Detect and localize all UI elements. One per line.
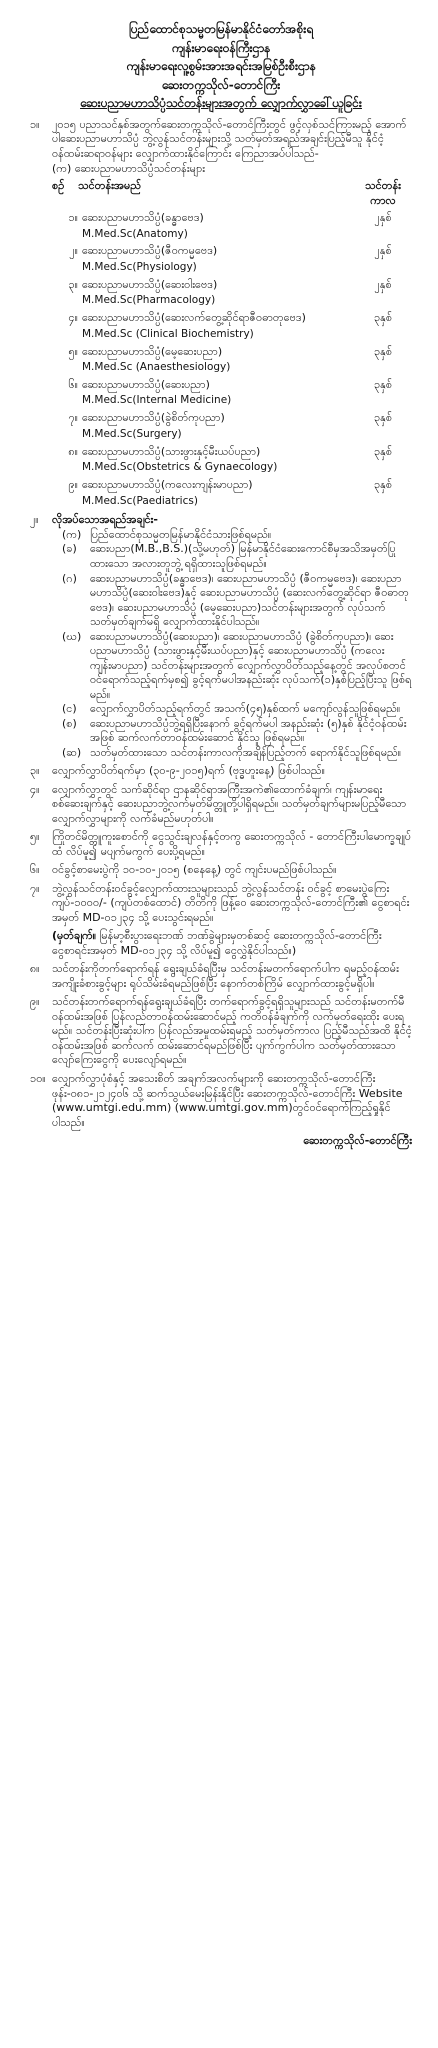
note-label: (မှတ်ချက်။ [52, 929, 97, 943]
course-name-en: M.Med.Sc(Surgery) [82, 427, 182, 440]
intro-paragraph [30, 118, 412, 162]
qualification-item [52, 702, 412, 717]
course-name-en: M.Med.Sc(Internal Medicine) [82, 394, 232, 407]
course-number: ၆။ [68, 377, 78, 391]
qualification-letter: (ဃ) [62, 629, 82, 643]
course-name-mm: ဆေးပညာမဟာသိပ္ပံ(သားဖွားနှင့်မီးယပ်ပညာ) [82, 444, 261, 458]
paragraph-number: ၉။ [30, 995, 40, 1009]
paragraph-number [30, 929, 52, 958]
paragraph-body: လျှောက်လွှာပိတ်ရက်မှာ (၃၀-၉-၂၀၁၅)ရက် (ဗုဒ္ဓဟူးနေ့) ဖြစ်ပါသည်။ [52, 764, 325, 778]
qualification-text: လျှောက်လွှာပိတ်သည့်ရက်တွင် အသက်(၄၅)နှစ်ထက် မကျော်လွန်သူဖြစ်ရမည်။ [90, 702, 401, 716]
document-header [30, 20, 412, 113]
paragraph-text [52, 764, 412, 779]
signature: ဆေးတက္ကသိုလ်-တောင်ကြီး [303, 1134, 412, 1148]
course-name-en: M.Med.Sc(Anatomy) [82, 227, 188, 240]
header-line-university: ဆေးတက္ကသိုလ်-တောင်ကြီး [161, 77, 281, 92]
course-name-en: M.Med.Sc(Obstetrics & Gynaecology) [82, 461, 278, 474]
paragraph-number: ၁။ [30, 117, 40, 131]
paragraph-body: လျှောက်လွှာတွင် သက်ဆိုင်ရာ ဌာနဆိုင်ရာအကြီးအကဲ၏ထောက်ခံချက်၊ ကျန်းမာရေးစစ်ဆေးချက်နှင့် ဆေးပညာဘွဲ့လက်မှတ်မိတ္တူတို့ပါရှိရမည်။ သတ်မှတ်ချက်များမပြည့်မီသော လျှောက်လွှာများကို လက်ခံမည်မဟုတ်ပါ။ [52, 782, 407, 825]
course-header-name: သင်တန်းအမည် [78, 179, 141, 193]
qualification-text: ဆေးပညာ(M.B.,B.S.)(သို့မဟုတ်) မြန်မာနိုင်ငံဆေးကောင်စီမှအသိအမှတ်ပြုထားသော အလားတူဘွဲ့ ရရှိထားသူဖြစ်ရမည်။ [90, 542, 396, 570]
paragraph-body: ဝင်ခွင့်စာမေးပွဲကို ၁၀-၁၀-၂၀၁၅ (စနေနေ့) တွင် ကျင်းပမည်ဖြစ်ပါသည်။ [52, 863, 337, 877]
course-section [30, 162, 412, 509]
qualification-item [52, 528, 412, 543]
notice-document [30, 20, 412, 1149]
course-duration: ၃နှစ် [373, 411, 393, 425]
paragraph-body: သင်တန်းတက်ရောက်ရန်ရွေးချယ်ခံရပြီး တက်ရောက်ခွင့်ရရှိသူများသည် သင်တန်းမတက်မီ ဝန်ထမ်းအဖြစ် ပြန်လည်တာဝန်ထမ်းဆောင်မည့် ကတိဝန်ခံချက်ကို လက်မှတ်ရေးထိုး ပေးရမည်။ သင်တန်းပြီးဆုံးပါက ပြန်လည်အမှုထမ်းရမည့် သတ်မှတ်ကာလ ပြည့်မီသည်အထိ နိုင်ငံ့ဝန်ထမ်းအဖြစ် ဆက်လက် ထမ်းဆောင်ရမည်ဖြစ်ပြီး ပျက်ကွက်ပါက သတ်မှတ်ထားသော လျော်ကြေးငွေကို ပေးလျော်ရမည်။ [52, 995, 412, 1067]
numbered-paragraph [30, 863, 412, 878]
paragraph-number: ၁၀။ [30, 1072, 46, 1085]
course-row [52, 244, 412, 274]
qualification-letter: (ဂ) [62, 571, 77, 585]
course-duration: ၃နှစ် [373, 344, 393, 358]
paragraph-text [52, 995, 412, 1068]
course-number: ၇။ [68, 411, 78, 425]
course-name-mm: ဆေးပညာမဟာသိပ္ပံ(ဇီဝကမ္မဗေဒ) [82, 244, 218, 258]
qualifications-title: လိုအပ်သောအရည်အချင်း- [52, 513, 158, 527]
paragraph-body: သင်တန်းကိုတက်ရောက်ရန် ရွေးချယ်ခံရပြီးမှ သင်တန်းမတက်ရောက်ပါက ရမည့်ဝန်ထမ်း အကျိုးခံစားခွင့်များ ရုပ်သိမ်းခံရမည်ဖြစ်ပြီး နောက်တစ်ကြိမ် လျှောက်ထားခွင့်မရှိပါ။ [52, 962, 399, 990]
course-number: ၄။ [68, 311, 78, 325]
course-list [52, 211, 412, 508]
qualification-item [52, 572, 412, 630]
qualifications-section [30, 513, 412, 760]
qualification-text: ပြည်ထောင်စုသမ္မတမြန်မာနိုင်ငံသားဖြစ်ရမည်။ [90, 527, 272, 541]
course-name-mm: ဆေးပညာမဟာသိပ္ပံ(ခန္ဓာဗေဒ) [82, 211, 204, 225]
qualification-item [52, 746, 412, 761]
paragraph-text [52, 882, 412, 926]
paragraph-text [52, 830, 412, 859]
qualifications-list [52, 528, 412, 760]
course-number: ၈။ [68, 444, 78, 458]
course-duration: ၃နှစ် [373, 311, 393, 325]
paragraph-body: လျှောက်လွှာပုံစံနှင့် အသေးစိတ် အချက်အလက်များကို ဆေးတက္ကသိုလ်-တောင်ကြီး ဖုန်း-၀၈၁-၂၁၂၄၀၆ သို့ ဆက်သွယ်မေးမြန်းနိုင်ပြီး ဆေးတက္ကသိုလ်-တောင်ကြီး Website (www.umtgi.edu.mm) (www.umtgi.gov.mm)တွင်ဝင်ရောက်ကြည့်ရှုနိုင်ပါသည်။ [52, 1072, 403, 1129]
header-line-department: ကျန်းမာရေးလူ့စွမ်းအားအရင်းအမြစ်ဦးစီးဌာန [126, 59, 316, 74]
course-number: ၃။ [68, 277, 78, 291]
paragraph-text [52, 929, 412, 958]
course-number: ၁။ [68, 211, 78, 225]
qualification-letter: (ဆ) [62, 745, 82, 759]
notice-title: ဆေးပညာမဟာသိပ္ပံသင်တန်းများအတွက် လျှောက်လွှာခေါ်ယူခြင်း [80, 96, 362, 111]
qualification-text: ဆေးပညာမဟာသိပ္ပံ(ခန္ဓာဗေဒ)၊ ဆေးပညာမဟာသိပ္ပံ (ဇီဝကမ္မဗေဒ)၊ ဆေးပညာမဟာသိပ္ပံ(ဆေးဝါးဗေဒ)နှင့် ဆေးပညာမဟာသိပ္ပံ (ဆေးလက်တွေ့ဆိုင်ရာ ဇီဝဓာတုဗေဒ)၊ ဆေးပညာမဟာသိပ္ပံ (မေ့ဆေးပညာ)သင်တန်းများအတွက် လုပ်သက်သတ်မှတ်ချက်မရှိ လျှောက်ထားနိုင်ပါသည်။ [90, 571, 409, 629]
course-row [52, 378, 412, 408]
numbered-paragraph [30, 764, 412, 779]
course-row [52, 345, 412, 375]
paragraph-text [52, 863, 412, 878]
course-row [52, 478, 412, 508]
course-row [52, 311, 412, 341]
paragraph-list [30, 764, 412, 1130]
qualification-text: ဆေးပညာမဟာသိပ္ပံဘွဲ့ရရှိပြီးနောက် ခွင့်ရက်မပါ အနည်းဆုံး (၅)နှစ် နိုင်ငံ့ဝန်ထမ်းအဖြစ် ဆက်လက်တာဝန်ထမ်းဆောင် နိုင်သူ ဖြစ်ရမည်။ [90, 716, 407, 745]
course-name-mm: ဆေးပညာမဟာသိပ္ပံ(ခွဲစိတ်ကုပညာ) [82, 411, 225, 425]
paragraph-text [52, 783, 412, 827]
course-duration: ၂နှစ် [374, 244, 392, 258]
qualification-item [52, 630, 412, 703]
course-name-en: M.Med.Sc(Physiology) [82, 260, 197, 273]
paragraph-body: ဘွဲ့လွန်သင်တန်းဝင်ခွင့်လျှောက်ထားသူများသည် ဘွဲ့လွန်သင်တန်း ဝင်ခွင့် စာမေးပွဲကြေး ကျပ်-၁၀၀၀/- (ကျပ်တစ်ထောင်) တိတိကို ဖြန့်ဝေ ဆေးတက္ကသိုလ်-တောင်ကြီး၏ ငွေစာရင်းအမှတ် MD-၀၁၂၃၄ သို့ ပေးသွင်းရမည်။ [52, 881, 410, 924]
paragraph-number: ၃။ [30, 764, 40, 778]
numbered-paragraph [30, 1072, 412, 1130]
course-row [52, 411, 412, 441]
numbered-paragraph [30, 882, 412, 926]
paragraph-body: မြန်မာ့စီးပွားရေးဘဏ် ဘဏ်ခွဲများမှတစ်ဆင့် ဆေးတက္ကသိုလ်-တောင်ကြီး ငွေစာရင်းအမှတ် MD-၀၁၂၃၄ သို့ လိပ်မူ၍ ငွေလွှဲနိုင်ပါသည်။) [52, 929, 382, 957]
course-number: ၉။ [68, 478, 78, 492]
course-name-mm: ဆေးပညာမဟာသိပ္ပံ(မေ့ဆေးပညာ) [82, 344, 223, 358]
course-name-mm: ဆေးပညာမဟာသိပ္ပံ(ဆေးဝါးဗေဒ) [82, 277, 218, 291]
course-number: ၅။ [68, 344, 78, 358]
course-name-en: M.Med.Sc (Anaesthesiology) [82, 361, 231, 374]
qualification-letter: (င) [62, 702, 77, 716]
course-row [52, 278, 412, 308]
course-duration: ၃နှစ် [373, 478, 393, 492]
numbered-paragraph [30, 995, 412, 1068]
header-line-government: ပြည်ထောင်စုသမ္မတမြန်မာနိုင်ငံတော်အစိုးရ [128, 22, 314, 36]
course-name-en: M.Med.Sc(Paediatrics) [82, 494, 198, 507]
paragraph-text: ၂၀၁၅ ပညာသင်နှစ်အတွက်ဆေးတက္ကသိုလ်-တောင်ကြီးတွင် ဖွင့်လှစ်သင်ကြားမည့် အောက်ပါဆေးပညာမဟာသိပ္ပံ ဘွဲ့လွန်သင်တန်းများသို့ သတ်မှတ်အရည်အချင်းပြည့်မီသူ နိုင်ငံ့ဝန်ထမ်းဆရာဝန်များ လျှောက်ထားနိုင်ကြောင်း ကြေညာအပ်ပါသည်- [52, 117, 407, 160]
note-paragraph [30, 929, 412, 958]
paragraph-number: ၂။ [30, 513, 39, 527]
course-duration: ၂နှစ် [374, 211, 392, 225]
qualification-letter: (စ) [62, 716, 77, 730]
course-name-en: M.Med.Sc (Clinical Biochemistry) [82, 327, 254, 340]
qualification-item [52, 542, 412, 571]
paragraph-body: ကြိုတင်မိတ္တူကူးစောင်ကို ငွေသွင်းချလန်နှင့်တကွ ဆေးတက္ကသိုလ် - တောင်ကြီးပါမောက္ခချုပ်ထံ လိပ်မူ၍ မပျက်မကွက် ပေးပို့ရမည်။ [52, 830, 412, 858]
course-duration: ၃နှစ် [373, 444, 393, 458]
paragraph-number: ၇။ [30, 881, 40, 895]
course-name-mm: ဆေးပညာမဟာသိပ္ပံ(ဆေးလက်တွေ့ဆိုင်ရာဇီဝဓာတုဗေဒ) [82, 311, 306, 325]
course-duration: ၂နှစ် [374, 277, 392, 291]
header-line-ministry: ကျန်းမာရေးဝန်ကြီးဌာန [171, 40, 271, 55]
qualification-text: ဆေးပညာမဟာသိပ္ပံ(ဆေးပညာ)၊ ဆေးပညာမဟာသိပ္ပံ (ခွဲစိတ်ကုပညာ)၊ ဆေးပညာမဟာသိပ္ပံ (သားဖွားနှင့်မီးယပ်ပညာ)နှင့် ဆေးပညာမဟာသိပ္ပံ (ကလေးကျန်းမာပညာ) သင်တန်းများအတွက် လျှောက်လွှာပိတ်သည့်နေ့တွင် အလုပ်စတင်ဝင်ရောက်သည့်ရက်မှစ၍ ခွင့်ရက်မပါအနည်းဆုံး လုပ်သက်(၁)နှစ်ပြည့်ပြီးသူ ဖြစ်ရမည်။ [90, 629, 412, 701]
paragraph-text [52, 962, 412, 991]
numbered-paragraph [30, 783, 412, 827]
course-name-mm: ဆေးပညာမဟာသိပ္ပံ(ဆေးပညာ) [82, 377, 210, 391]
course-header-duration: သင်တန်းကာလ [365, 179, 401, 207]
course-table-header [52, 179, 412, 208]
qualification-text: သတ်မှတ်ထားသော သင်တန်းကာလကိုအချိန်ပြည့်တက် ရောက်နိုင်သူဖြစ်ရမည်။ [90, 745, 402, 759]
qualification-item [52, 717, 412, 746]
course-duration: ၃နှစ် [373, 377, 393, 391]
paragraph-number: ၆။ [30, 863, 40, 877]
course-row [52, 211, 412, 241]
paragraph-number: ၈။ [30, 962, 40, 976]
course-row [52, 445, 412, 475]
paragraph-number: ၄။ [30, 782, 40, 796]
qualification-letter: (က) [62, 527, 82, 541]
numbered-paragraph [30, 962, 412, 991]
qualification-letter: (ခ) [62, 542, 77, 556]
paragraph-text [52, 1072, 412, 1130]
course-header-no: စဉ် [52, 179, 65, 193]
course-number: ၂။ [69, 244, 78, 258]
numbered-paragraph [30, 830, 412, 859]
paragraph-number: ၅။ [30, 830, 40, 844]
course-name-mm: ဆေးပညာမဟာသိပ္ပံ(ကလေးကျန်းမာပညာ) [82, 478, 253, 492]
course-name-en: M.Med.Sc(Pharmacology) [82, 294, 216, 307]
courses-label: (က) ဆေးပညာမဟာသိပ္ပံသင်တန်းများ [52, 161, 205, 175]
